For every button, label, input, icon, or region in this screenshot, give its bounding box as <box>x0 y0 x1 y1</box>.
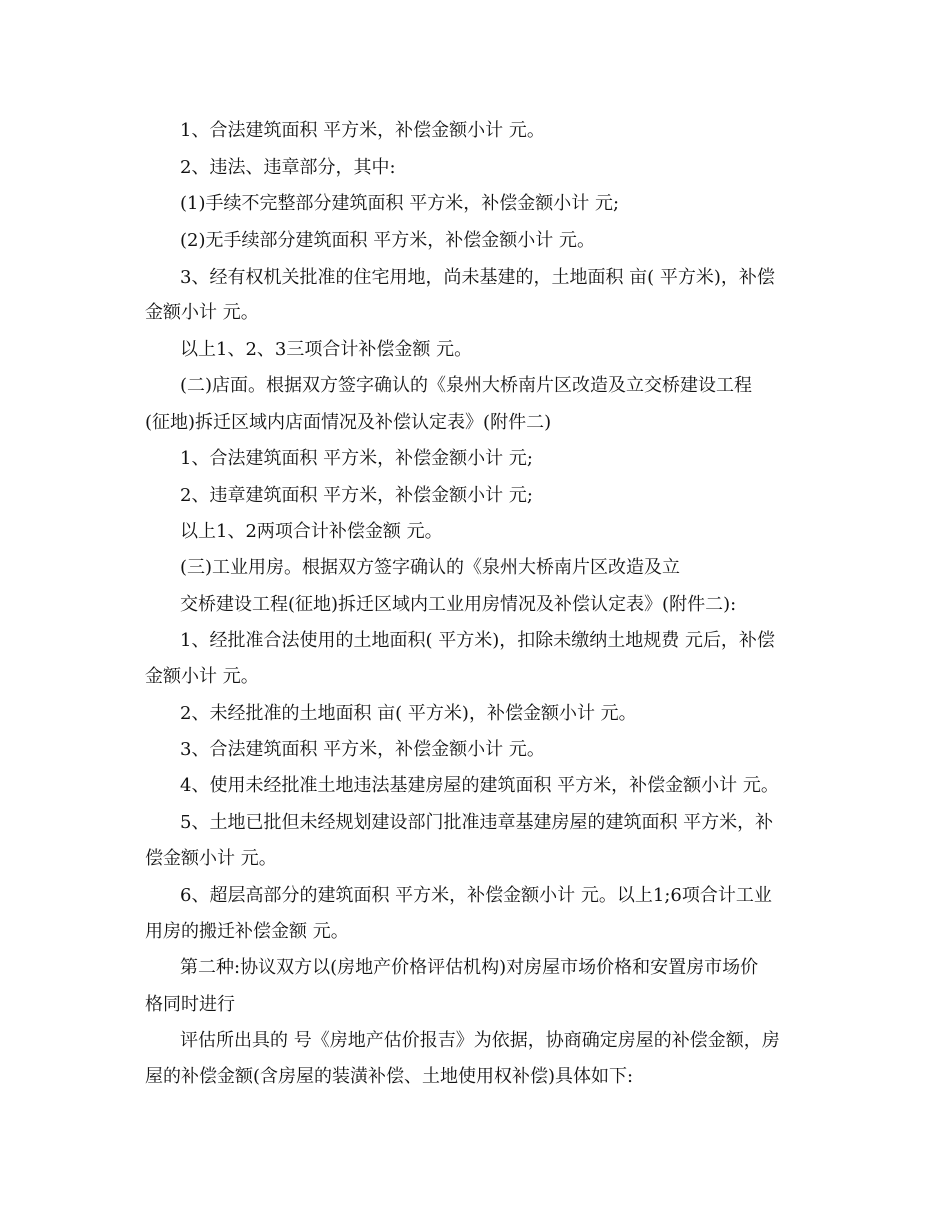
text-line: 1、合法建筑面积 平方米，补偿金额小计 元; <box>180 448 533 469</box>
text-line: 交桥建设工程(征地)拆迁区域内工业用房情况及补偿认定表》(附件二): <box>180 594 737 615</box>
text-line: 6、超层高部分的建筑面积 平方米，补偿金额小计 元。以上1;6项合计工业 <box>180 885 772 906</box>
text-line: 3、合法建筑面积 平方米，补偿金额小计 元。 <box>180 739 545 760</box>
text-line: 以上1、2、3三项合计补偿金额 元。 <box>180 339 473 360</box>
text-line: (三)工业用房。根据双方签字确认的《泉州大桥南片区改造及立 <box>180 557 681 578</box>
text-line: 金额小计 元。 <box>145 666 259 687</box>
text-line: 2、违法、违章部分，其中: <box>180 157 396 178</box>
text-line: 格同时进行 <box>145 994 235 1015</box>
text-line: 2、违章建筑面积 平方米，补偿金额小计 元; <box>180 485 533 506</box>
text-line: 偿金额小计 元。 <box>145 848 277 869</box>
text-line: 1、合法建筑面积 平方米，补偿金额小计 元。 <box>180 120 545 141</box>
text-line: 1、经批准合法使用的土地面积( 平方米)，扣除未缴纳土地规费 元后，补偿 <box>180 630 775 651</box>
text-line: 以上1、2两项合计补偿金额 元。 <box>180 521 443 542</box>
text-line: 评估所出具的 号《房地产估价报吉》为依据，协商确定房屋的补偿金额，房 <box>180 1030 780 1051</box>
text-line: 用房的搬迁补偿金额 元。 <box>145 921 349 942</box>
text-line: 3、经有权机关批准的住宅用地，尚未基建的，土地面积 亩( 平方米)，补偿 <box>180 267 775 288</box>
text-line: 金额小计 元。 <box>145 302 259 323</box>
text-line: (二)店面。根据双方签字确认的《泉州大桥南片区改造及立交桥建设工程 <box>180 375 753 396</box>
text-line: 5、土地已批但未经规划建设部门批准违章基建房屋的建筑面积 平方米，补 <box>180 812 774 833</box>
text-line: (1)手续不完整部分建筑面积 平方米，补偿金额小计 元; <box>180 193 620 214</box>
text-line: 2、未经批准的土地面积 亩( 平方米)，补偿金额小计 元。 <box>180 703 637 724</box>
text-line: 4、使用未经批准土地违法基建房屋的建筑面积 平方米，补偿金额小计 元。 <box>180 775 779 796</box>
text-line: (2)无手续部分建筑面积 平方米，补偿金额小计 元。 <box>180 230 595 251</box>
text-line: 第二种:协议双方以(房地产价格评估机构)对房屋市场价格和安置房市场价 <box>180 957 759 978</box>
text-line: 屋的补偿金额(含房屋的装潢补偿、土地使用权补偿)具体如下: <box>145 1066 634 1087</box>
text-line: (征地)拆迁区域内店面情况及补偿认定表》(附件二) <box>145 412 552 433</box>
